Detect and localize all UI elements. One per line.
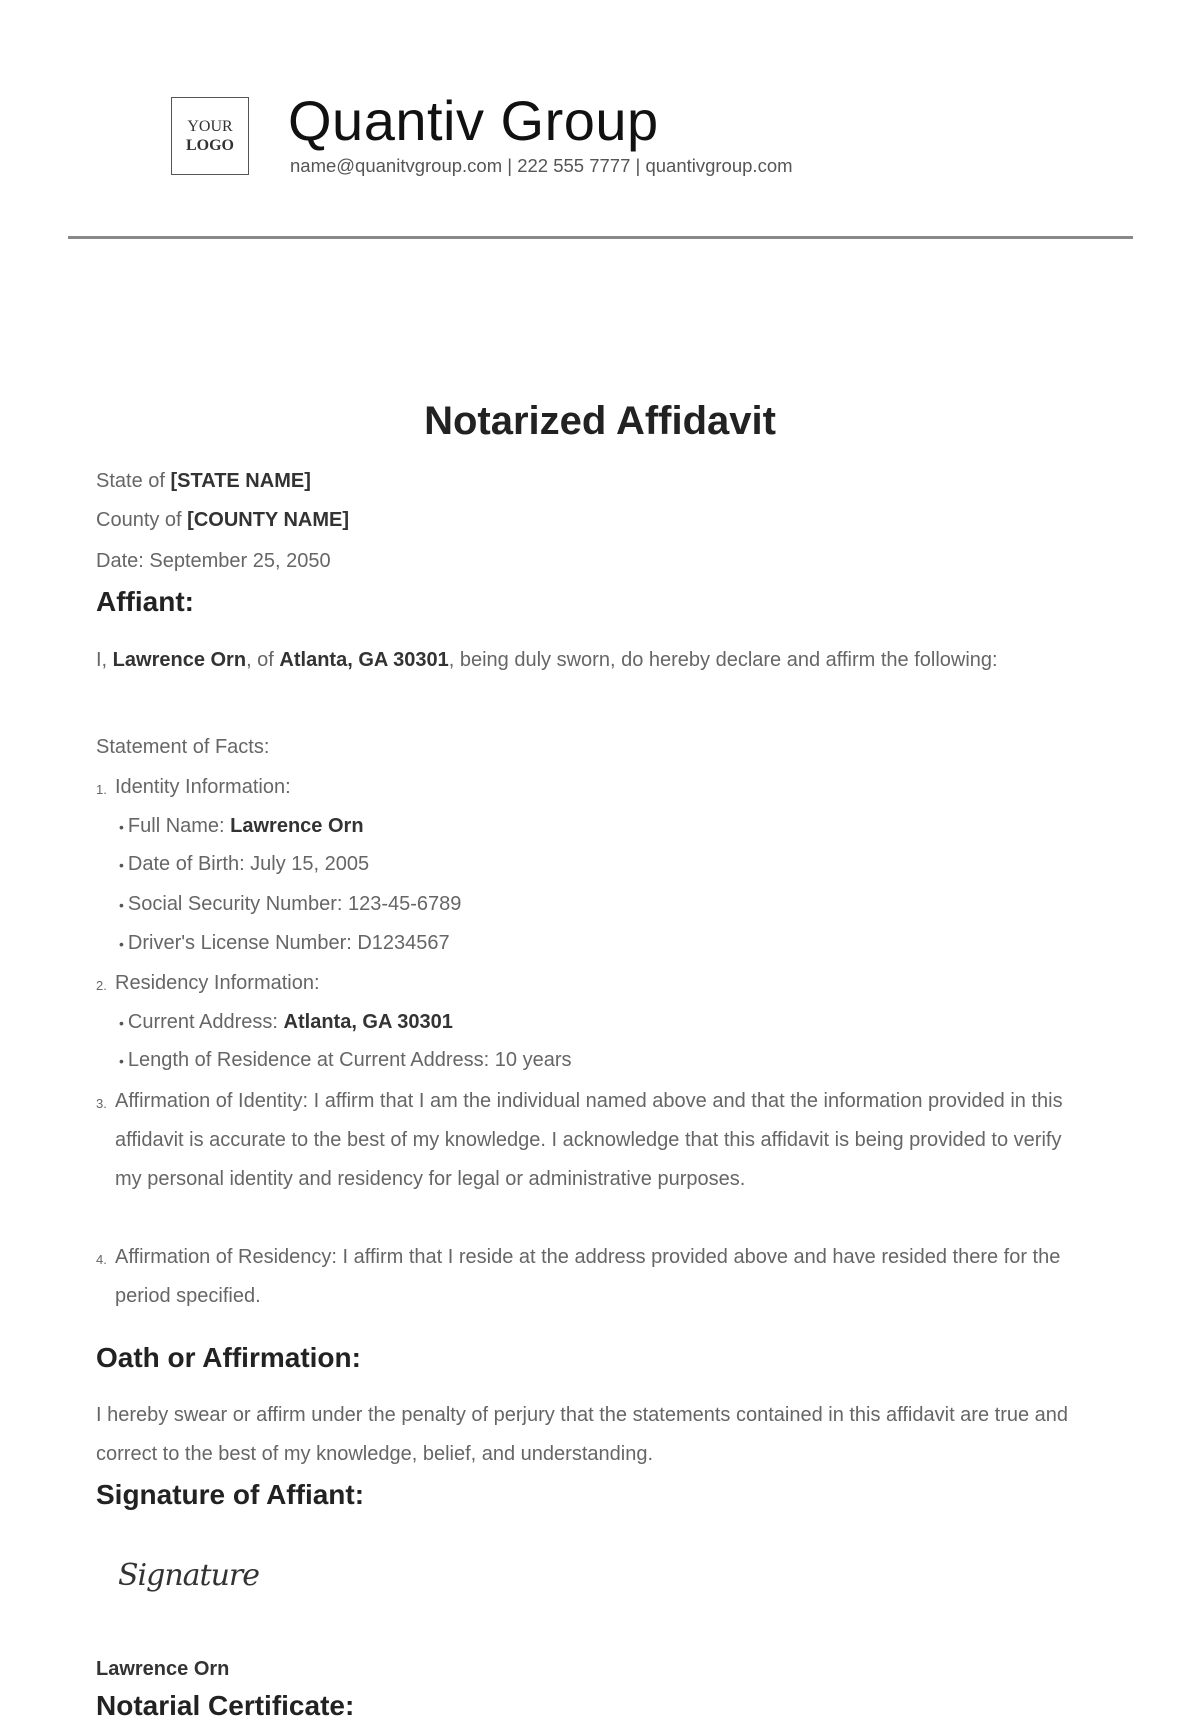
list-item (119, 885, 461, 925)
item-number: 2. (96, 978, 107, 993)
county-label: County of (96, 509, 188, 531)
logo-text-line2: LOGO (185, 137, 234, 154)
item-text: Affirmation of Residency: I affirm that I reside at the address provided above and have resided there for the period specified. (115, 1246, 1061, 1307)
item-number: 3. (96, 1096, 107, 1111)
oath-heading: Oath or Affirmation: (96, 1342, 361, 1373)
item-text: Driver's License Number: D1234567 (127, 932, 450, 954)
item-text: Identity Information: (115, 776, 291, 798)
signature-heading: Signature of Affiant: (96, 1479, 365, 1510)
affiant-location: Atlanta, GA 30301 (279, 649, 449, 671)
signer-name: Lawrence Orn (96, 1658, 230, 1680)
list-item (96, 964, 1086, 1005)
list-item (96, 1238, 1086, 1316)
affiant-intro (96, 641, 1081, 680)
bullet-icon: • (119, 897, 124, 913)
affiant-name: Lawrence Orn (112, 649, 247, 671)
oath-text: I hereby swear or affirm under the penalty of perjury that the statements contained in this affidavit are true and correct to the best of my knowledge, belief, and understanding. (96, 1404, 1069, 1465)
county-value: [COUNTY NAME] (187, 509, 350, 531)
state-line (96, 462, 311, 501)
full-name-value: Lawrence Orn (230, 815, 364, 837)
document-title: Notarized Affidavit (424, 399, 776, 443)
item-text: Residency Information: (115, 972, 320, 994)
list-item (96, 768, 1086, 809)
list-item (119, 807, 364, 847)
statement-label: Statement of Facts: (96, 736, 270, 758)
county-line (96, 501, 349, 540)
list-item (119, 1041, 572, 1081)
intro-text: , of (246, 649, 280, 671)
signature-image: Signature (118, 1558, 260, 1593)
item-text: Date of Birth: July 15, 2005 (127, 853, 370, 875)
logo-text-line1: YOUR (187, 118, 233, 135)
notarial-heading: Notarial Certificate: (96, 1690, 355, 1721)
intro-text: , being duly sworn, do hereby declare and affirm the following: (448, 649, 998, 671)
state-value: [STATE NAME] (170, 470, 311, 492)
list-item (119, 1003, 453, 1043)
item-text: Length of Residence at Current Address: 10 years (127, 1049, 572, 1071)
list-item (96, 1082, 1086, 1199)
header-divider (68, 236, 1133, 239)
affiant-heading: Affiant: (96, 586, 194, 617)
item-label: Full Name: (127, 815, 231, 837)
bullet-icon: • (119, 936, 124, 952)
list-item (119, 924, 450, 964)
company-name: Quantiv Group (288, 89, 659, 152)
item-number: 1. (96, 782, 107, 797)
logo-placeholder (171, 97, 249, 175)
company-contact: name@quanitvgroup.com | 222 555 7777 | quantivgroup.com (290, 155, 793, 176)
date-line: Date: September 25, 2050 (96, 550, 331, 572)
item-text: Affirmation of Identity: I affirm that I am the individual named above and that the information provided in this affidavit is accurate to the best of my knowledge. I acknowledge that this affidavit is being provided to verify my personal identity and residency for legal or administrative purposes. (115, 1090, 1063, 1190)
state-label: State of (96, 470, 171, 492)
intro-text: I, (96, 649, 113, 671)
item-label: Current Address: (127, 1011, 284, 1033)
list-item (119, 845, 369, 885)
bullet-icon: • (119, 857, 124, 873)
bullet-icon: • (119, 1015, 124, 1031)
item-number: 4. (96, 1252, 107, 1267)
address-value: Atlanta, GA 30301 (283, 1011, 453, 1033)
bullet-icon: • (119, 1053, 124, 1069)
bullet-icon: • (119, 819, 124, 835)
item-text: Social Security Number: 123-45-6789 (127, 893, 462, 915)
